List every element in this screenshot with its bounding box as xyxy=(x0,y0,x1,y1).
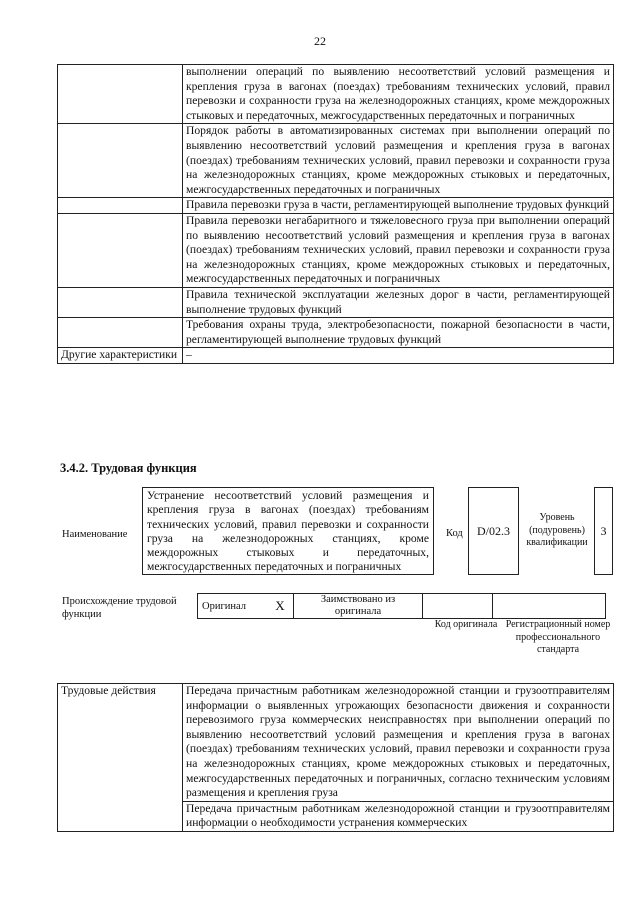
labor-actions-label: Трудовые действия xyxy=(58,684,183,832)
table-cell-text: Правила перевозки негабаритного и тяжеловесного груза при выполнении операций по выявлению несоответствий условий размещения и крепления груза в вагонах (поездах) требованиям технических условий, правил перевозки и сохранности груза на железнодорожных станциях, кроме междорожных стыковых и передаточных, межгосударственных передаточных и пограничных xyxy=(183,213,614,287)
other-characteristics-label: Другие характеристики xyxy=(58,348,183,364)
table-row xyxy=(58,213,614,287)
level-value: 3 xyxy=(594,487,613,575)
original-mark: X xyxy=(267,594,294,619)
labor-actions-table xyxy=(57,683,614,832)
table-cell-text: Требования охраны труда, электробезопасности, пожарной безопасности в части, регламентирующей выполнение трудовых функций xyxy=(183,318,614,348)
table-row xyxy=(58,198,614,214)
name-label: Наименование xyxy=(62,529,128,540)
level-label: Уровень (подуровень) квалификации xyxy=(526,512,588,548)
origin-label-text: Происхождение трудовой функции xyxy=(62,596,177,620)
table-cell-text: Передача причастным работникам железнодорожной станции и грузоотправителям информации о необходимости устранения коммерческих xyxy=(183,801,614,831)
table-cell-text: Правила перевозки груза в части, регламентирующей выполнение трудовых функций xyxy=(183,198,614,214)
table-row xyxy=(58,124,614,198)
table-cell-text: Передача причастным работникам железнодорожной станции и грузоотправителям информации о выявленных угрожающих безопасности движения и сохранности перевозимого груза коммерческих неисправностях при выполнении операций по выявлению несоответствий условий размещения и крепления груза в вагонах (поездах) требованиям технических условий, правил перевозки и сохранности груза на железнодорожных станциях, кроме междорожных стыковых и передаточных, межгосударственных передаточных и пограничных, согласно техническим условиям размещения и крепления груза xyxy=(183,684,614,802)
table-cell-label xyxy=(58,287,183,317)
table-cell-label xyxy=(58,318,183,348)
table-row xyxy=(58,348,614,364)
table-cell-text: Правила технической эксплуатации железных дорог в части, регламентирующей выполнение трудовых функций xyxy=(183,287,614,317)
code-label: Код xyxy=(446,528,463,539)
table-row xyxy=(198,594,606,619)
original-label: Оригинал xyxy=(198,594,268,619)
table-row xyxy=(58,65,614,124)
table-cell-text: – xyxy=(183,348,614,364)
knowledge-table xyxy=(57,64,614,364)
table-cell-label xyxy=(58,198,183,214)
origin-code-cell xyxy=(423,594,493,619)
table-cell-label xyxy=(58,65,183,124)
table-row xyxy=(58,684,614,802)
origin-reg-cell xyxy=(493,594,606,619)
page-number: 22 xyxy=(314,34,326,48)
section-title: 3.4.2. Трудовая функция xyxy=(60,461,197,475)
table-row xyxy=(58,287,614,317)
table-row xyxy=(58,318,614,348)
origin-table xyxy=(197,593,606,619)
reg-caption: Регистрационный номер профессионального стандарта xyxy=(505,619,611,655)
table-cell-label xyxy=(58,124,183,198)
function-name-value: Устранение несоответствий условий размещения и крепления груза в вагонах (поездах) требованиям технических условий, правил перевозки и сохранности груза на железнодорожных станциях, кроме междорожных стыковых и передаточных, межгосударственных передаточных и пограничных xyxy=(142,487,434,575)
table-cell-text: выполнении операций по выявлению несоответствий условий размещения и крепления груза в вагонах (поездах) требованиям технических условий, правил перевозки и сохранности груза на железнодорожных станциях, кроме междорожных стыковых и передаточных, межгосударственных передаточных и пограничных xyxy=(183,65,614,124)
table-cell-label xyxy=(58,213,183,287)
origin-label xyxy=(62,596,190,621)
table-cell-text: Порядок работы в автоматизированных системах при выполнении операций по выявлению несоответствий условий размещения и крепления груза в вагонах (поездах) требованиям технических условий, правил перевозки и сохранности груза на железнодорожных станциях, кроме междорожных стыковых и передаточных, межгосударственных передаточных и пограничных xyxy=(183,124,614,198)
code-caption: Код оригинала xyxy=(434,619,498,630)
borrowed-label: Заимствовано из оригинала xyxy=(294,594,423,619)
code-value: D/02.3 xyxy=(468,487,519,575)
